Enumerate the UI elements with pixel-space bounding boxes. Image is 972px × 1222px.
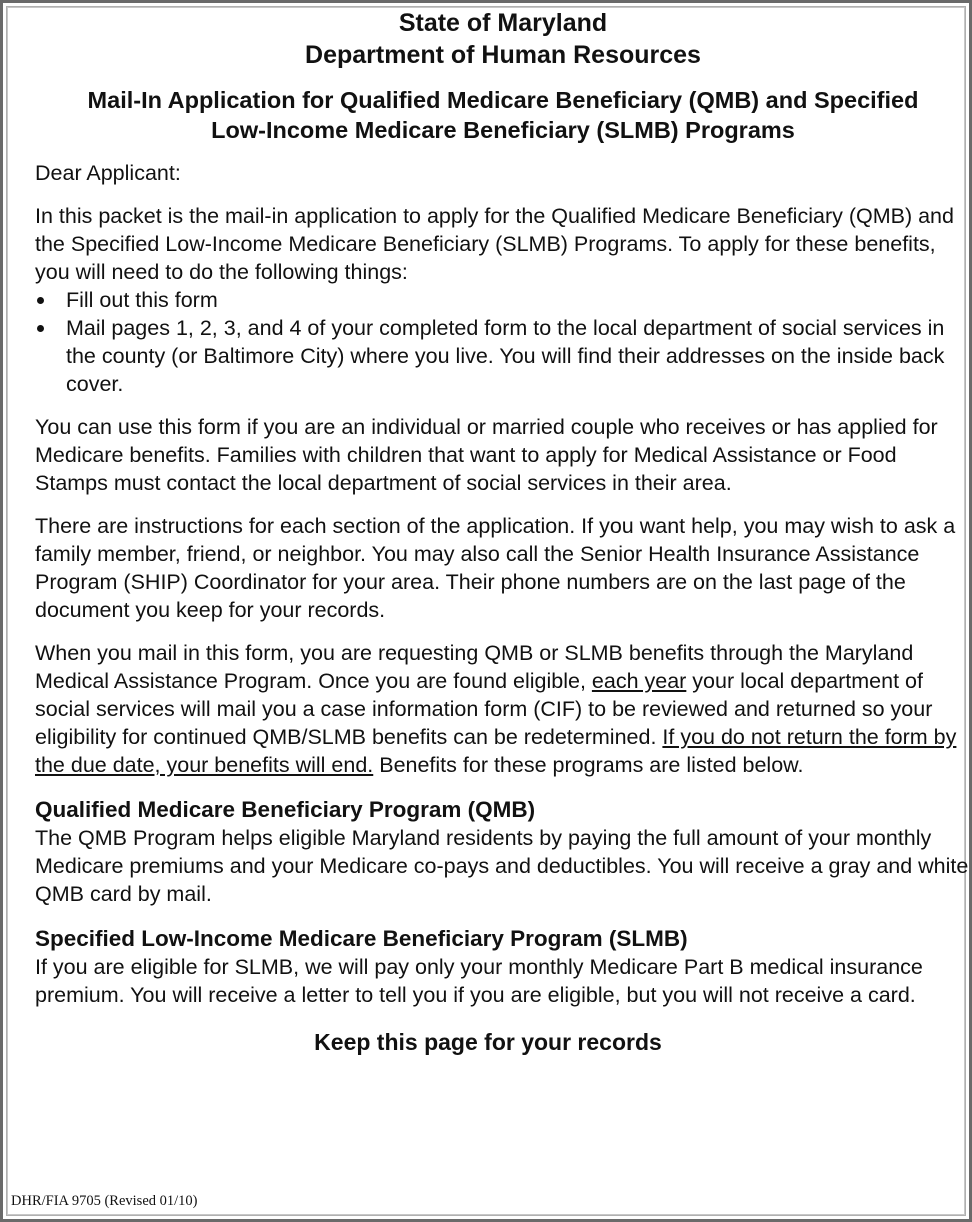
each-year-emphasis: each year: [591, 669, 687, 693]
list-item: [35, 286, 971, 314]
steps-list: [35, 286, 971, 398]
bullet-icon: [37, 297, 44, 304]
document-title: [35, 85, 971, 145]
deadline-warning: If you do not return the form by the due date, your benefits will end.: [35, 725, 957, 777]
mail-paragraph: [35, 639, 971, 779]
salutation: Dear Applicant:: [35, 161, 181, 185]
agency-header: [35, 7, 971, 71]
eligibility-paragraph: You can use this form if you are an individual or married couple who receives or has applied for Medicare benefits. Families with children that want to apply for Medical Assistance or Food Stamps must contact the local department of social services in their area.: [35, 415, 938, 495]
list-item: [35, 314, 971, 398]
keep-page-note: Keep this page for your records: [314, 1029, 662, 1055]
qmb-description: The QMB Program helps eligible Maryland residents by paying the full amount of your monthly Medicare premiums and your Medicare co-pays and deductibles. You will receive a gray and white QMB card by mail.: [35, 826, 969, 906]
form-number-footer: DHR/FIA 9705 (Revised 01/10): [11, 1193, 198, 1209]
bullet-icon: [37, 325, 44, 332]
state-name: State of Maryland: [398, 9, 608, 37]
department-name: Department of Human Resources: [305, 41, 701, 69]
intro-paragraph: In this packet is the mail-in application to apply for the Qualified Medicare Beneficiary (QMB) and the Specified Low-Income Medicare Beneficiary (SLMB) Programs. To apply for these benefits, you will need to do the following things:: [35, 204, 954, 284]
title-line-1: Mail-In Application for Qualified Medicare Beneficiary (QMB) and Specified: [87, 87, 919, 113]
mail-text-2: your local department of social services will mail you a case information form (CIF) to be reviewed and returned so your eligibility for continued QMB/SLMB benefits can be redetermined.: [35, 669, 933, 749]
mail-text-3: Benefits for these programs are listed below.: [373, 753, 804, 777]
slmb-description: If you are eligible for SLMB, we will pay only your monthly Medicare Part B medical insurance premium. You will receive a letter to tell you if you are eligible, but you will not receive a card.: [35, 955, 923, 1007]
step-text: Fill out this form: [66, 288, 218, 312]
document-body: [35, 7, 971, 1057]
qmb-heading: Qualified Medicare Beneficiary Program (QMB): [35, 797, 536, 822]
step-text: Mail pages 1, 2, 3, and 4 of your completed form to the local department of social services in the county (or Baltimore City) where you live. You will find their addresses on the inside back cover.: [66, 316, 945, 396]
help-paragraph: There are instructions for each section of the application. If you want help, you may wish to ask a family member, friend, or neighbor. You may also call the Senior Health Insurance Assistance Program (SHIP) Coordinator for your area. Their phone numbers are on the last page of the document you keep for your records.: [35, 514, 956, 622]
mail-text-1: When you mail in this form, you are requesting QMB or SLMB benefits through the Maryland Medical Assistance Program. Once you are found eligible,: [35, 641, 914, 693]
slmb-heading: Specified Low-Income Medicare Beneficiary Program (SLMB): [35, 926, 688, 951]
title-line-2: Low-Income Medicare Beneficiary (SLMB) Programs: [211, 117, 795, 143]
